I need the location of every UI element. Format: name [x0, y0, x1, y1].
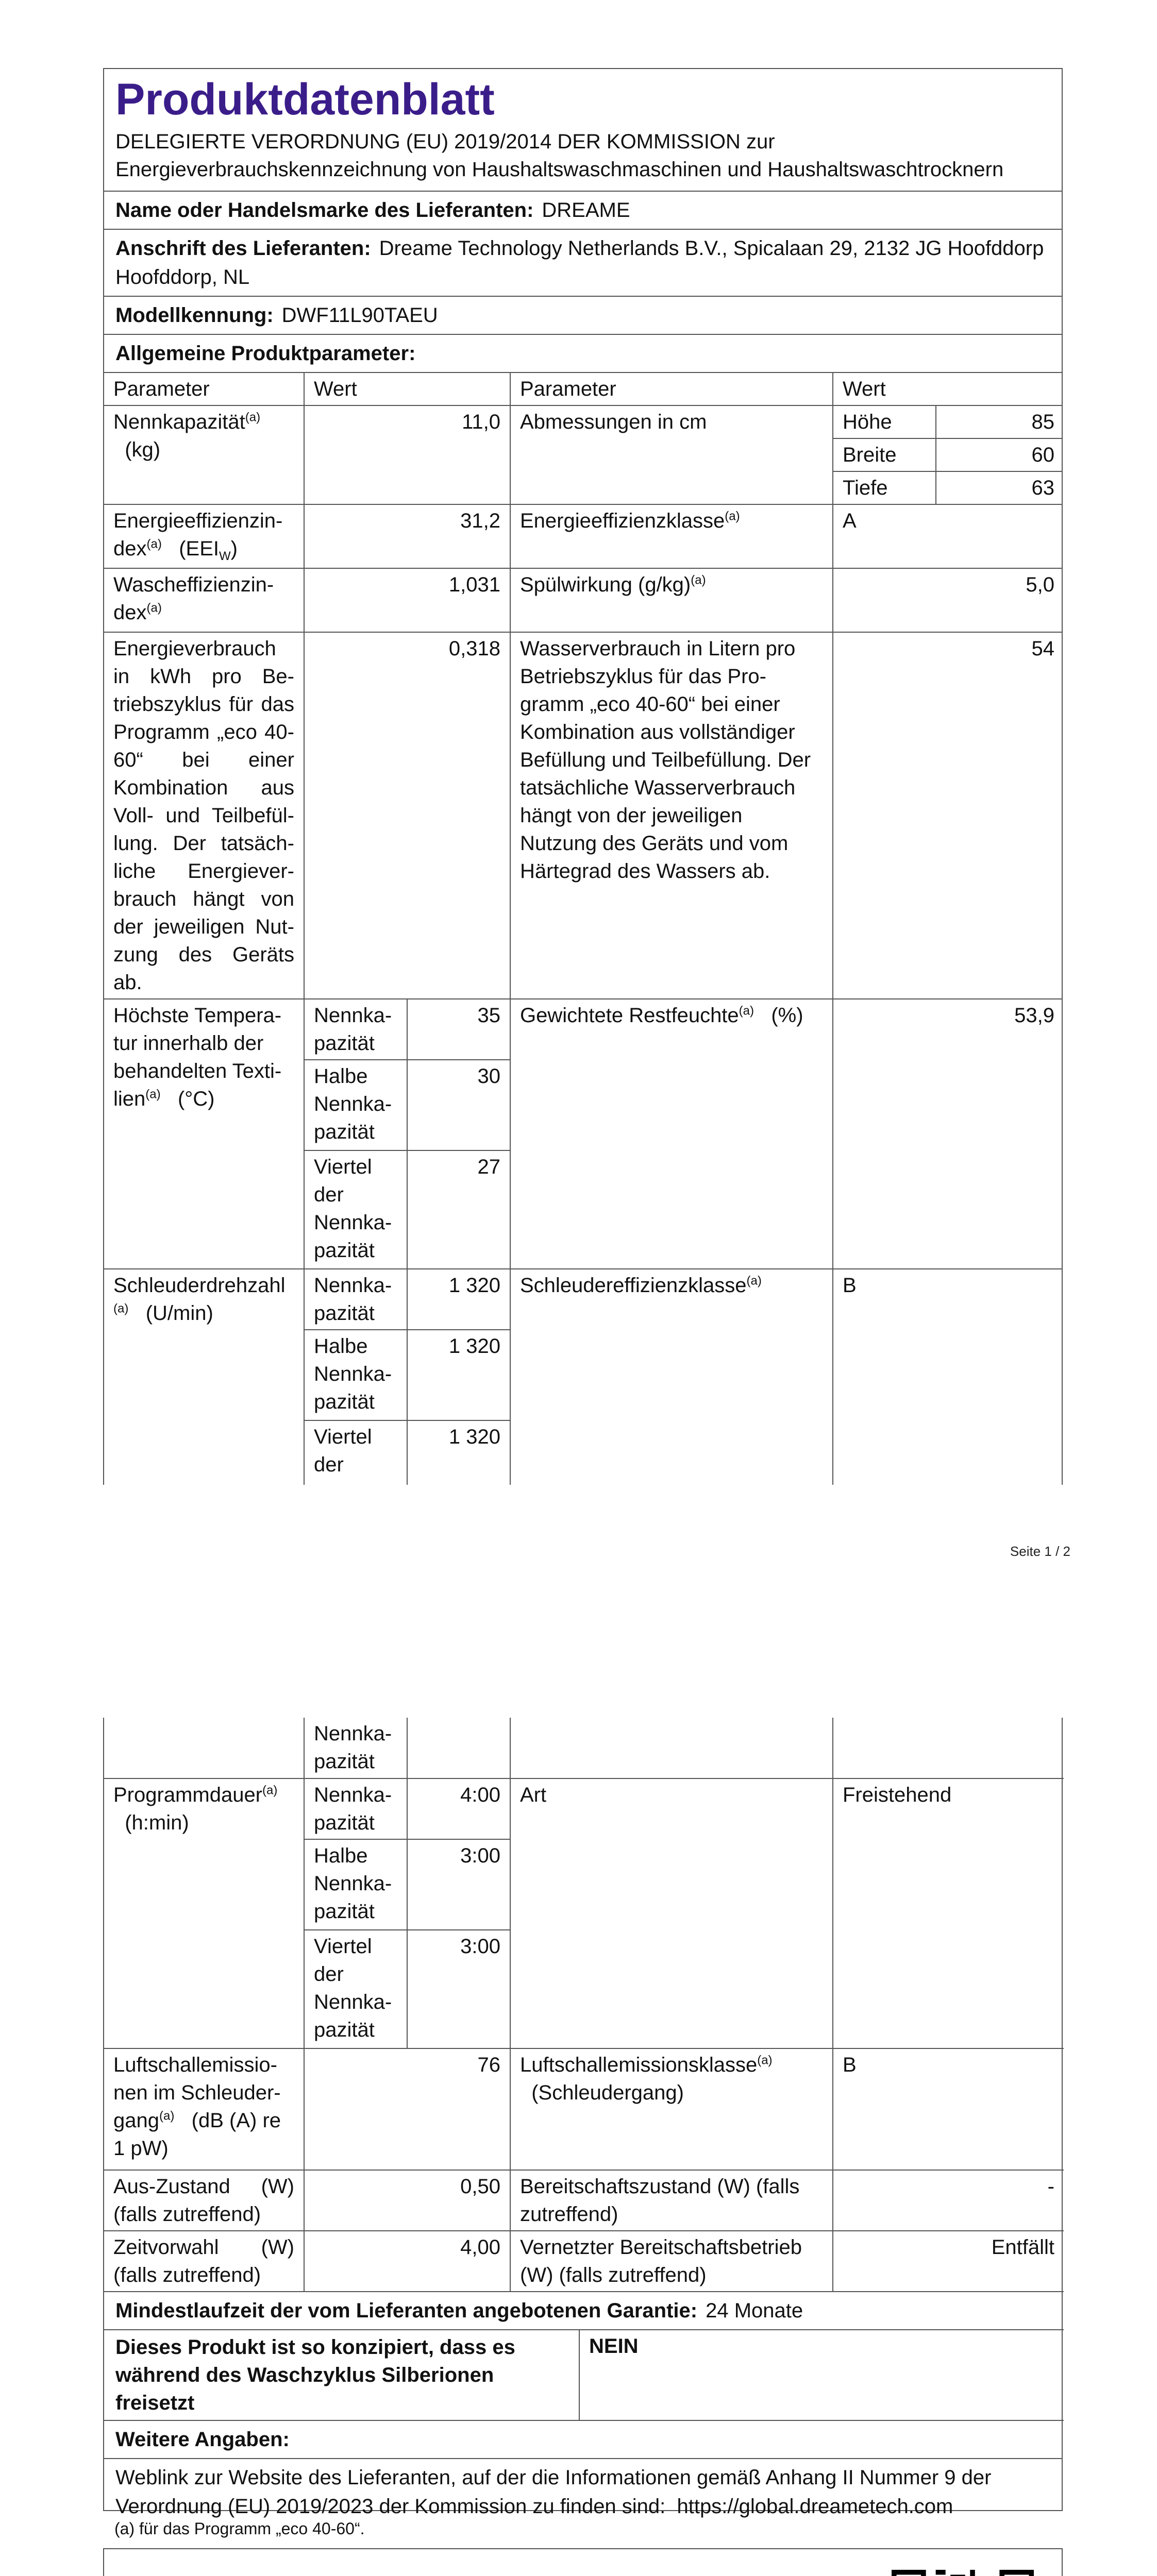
page-title: Produktdatenblatt	[115, 75, 495, 124]
supplier-name-value: DREAME	[542, 199, 630, 222]
table-row	[104, 632, 1063, 999]
energy-class-value: A	[833, 504, 1063, 568]
params-table-continued	[104, 1718, 1064, 2292]
delay-value: 4,00	[304, 2231, 510, 2292]
max-temp-full-value: 35	[407, 999, 510, 1060]
standby-label: Bereitschaftszustand (W) (falls zutreffend)	[510, 2170, 833, 2231]
spin-class-label: Schleudereffizienzklasse$^{(a)}$	[510, 1269, 833, 1485]
type-value: Freistehend	[833, 1778, 1064, 2048]
registration-frame	[103, 2548, 1063, 2576]
table-row	[104, 2231, 1064, 2292]
spin-quarter-label-part2: Nennkapazität	[304, 1718, 407, 1778]
more-info-row	[104, 2421, 1062, 2458]
page-2	[0, 1635, 1157, 2576]
table-row	[104, 1269, 1063, 1330]
max-temp-full-label: Nennkapazität	[304, 999, 407, 1060]
off-mode-value: 0,50	[304, 2170, 510, 2231]
noise-label: Luftschallemissionen im Schleudergang$^{(a)}$ (dB (A) re 1 pW)	[104, 2048, 304, 2170]
width-label: Breite	[833, 438, 936, 471]
supplier-address-value: Dreame Technology Netherlands B.V., Spicalaan 29, 2132 JG Hoofddorp Hoofddorp, NL	[115, 237, 1044, 289]
standby-value: -	[833, 2170, 1064, 2231]
eei-value: 31,2	[304, 504, 510, 568]
networked-label: Vernetzter Bereitschaftsbetrieb (W) (falls zutreffend)	[510, 2231, 833, 2292]
silver-value: NEIN	[579, 2330, 1064, 2420]
table-row	[104, 2170, 1064, 2231]
supplier-address-label: Anschrift des Lieferanten:	[115, 237, 371, 260]
capacity-label: Nennkapazität$^{(a)}$ (kg)	[104, 405, 304, 504]
moisture-label: Gewichtete Restfeuchte$^{(a)}$ (%)	[510, 999, 833, 1269]
model-row	[104, 296, 1062, 334]
datasheet-frame	[103, 68, 1063, 1485]
dimensions-label: Abmessungen in cm	[510, 405, 833, 504]
params-table	[104, 372, 1063, 1485]
height-label: Höhe	[833, 405, 936, 438]
networked-value: Entfällt	[833, 2231, 1064, 2292]
duration-quarter-label: Viertel der Nennkapazität	[304, 1930, 407, 2048]
depth-label: Tiefe	[833, 471, 936, 504]
general-params-label: Allgemeine Produktparameter:	[115, 342, 416, 365]
max-temp-quarter-value: 27	[407, 1150, 510, 1269]
capacity-value: 11,0	[304, 405, 510, 504]
header-value-2: Wert	[833, 372, 1063, 405]
water-use-value: 54	[833, 632, 1063, 999]
header-param: Parameter	[104, 372, 304, 405]
warranty-row	[104, 2292, 1062, 2329]
supplier-address-row	[104, 229, 1062, 296]
noise-value: 76	[304, 2048, 510, 2170]
warranty-value: 24 Monate	[706, 2299, 803, 2322]
height-value: 85	[936, 405, 1063, 438]
max-temp-label: Höchste Temperatur innerhalb der behandelten Textilien$^{(a)}$ (°C)	[104, 999, 304, 1269]
energy-use-label: Energieverbrauch in kWh pro Betriebszyklus für das Programm „eco 40-60“ bei einer Kombination aus Voll- und Teilbefüllung. Der tatsächliche Energieverbrauch hängt von der jeweiligen Nutzung des Geräts ab.	[104, 632, 304, 999]
general-params-row	[104, 334, 1062, 372]
spin-speed-label: Schleuderdrehzahl $^{(a)}$ (U/min)	[104, 1269, 304, 1485]
off-mode-label: Aus-Zustand (W) (falls zutreffend)	[104, 2170, 304, 2231]
spin-full-value: 1 320	[407, 1269, 510, 1330]
supplier-website-url: https://global.dreametech.com	[677, 2495, 953, 2518]
spin-full-label: Nennkapazität	[304, 1269, 407, 1330]
energy-class-label: Energieeffizienzklasse$^{(a)}$	[510, 504, 833, 568]
wash-index-value: 1,031	[304, 568, 510, 632]
type-label: Art	[510, 1778, 833, 2048]
duration-half-value: 3:00	[407, 1839, 510, 1930]
spin-quarter-value: 1 320	[407, 1420, 510, 1485]
duration-half-label: Halbe Nennkapazität	[304, 1839, 407, 1930]
moisture-value: 53,9	[833, 999, 1063, 1269]
model-label: Modellkennung:	[115, 304, 274, 327]
table-row	[104, 2330, 1064, 2420]
noise-class-label: Luftschallemissionsklasse$^{(a)}$ (Schleudergang)	[510, 2048, 833, 2170]
table-row	[104, 1778, 1064, 1839]
delay-label: Zeitvorwahl (W) (falls zutreffend)	[104, 2231, 304, 2292]
model-value: DWF11L90TAEU	[281, 304, 438, 327]
table-row	[104, 504, 1063, 568]
duration-full-value: 4:00	[407, 1778, 510, 1839]
silver-table	[104, 2329, 1064, 2421]
table-row	[104, 1718, 1064, 1778]
table-row	[104, 2048, 1064, 2170]
page-number: Seite 1 / 2	[1010, 1544, 1070, 1559]
max-temp-quarter-label: Viertel der Nennkapazität	[304, 1150, 407, 1269]
table-row	[104, 405, 1063, 438]
rinse-value: 5,0	[833, 568, 1063, 632]
rinse-label: Spülwirkung $(g/kg)^{(a)}$	[510, 568, 833, 632]
max-temp-half-value: 30	[407, 1060, 510, 1150]
warranty-label: Mindestlaufzeit der vom Lieferanten angebotenen Garantie:	[115, 2299, 698, 2322]
eei-label: Energieeffizienzindex$^{(a)}$ $(EEI_W)$	[104, 504, 304, 568]
footnote: (a) für das Programm „eco 40-60“.	[114, 2519, 365, 2538]
spin-quarter-label-part1: Viertel der	[304, 1420, 407, 1485]
wash-index-label: Wascheffizienzindex$^{(a)}$	[104, 568, 304, 632]
header-value: Wert	[304, 372, 510, 405]
website-info-text: Weblink zur Website des Lieferanten, auf der die Informationen gemäß Anhang II Nummer 9 der Verordnung (EU) 2019/2023 der Kommission zu finden sind:	[115, 2466, 992, 2518]
noise-class-value: B	[833, 2048, 1064, 2170]
spin-half-value: 1 320	[407, 1330, 510, 1420]
table-header-row	[104, 372, 1063, 405]
table-row	[104, 999, 1063, 1060]
max-temp-half-label: Halbe Nennkapazität	[304, 1060, 407, 1150]
water-use-label: Wasserverbrauch in Litern pro Betriebszyklus für das Programm „eco 40-60“ bei einer Kombination aus vollständiger Befüllung und Teilbefüllung. Der tatsächliche Wasserverbrauch hängt von der jeweiligen Nutzung des Geräts und vom Härtegrad des Wassers ab.	[510, 632, 833, 999]
spin-class-value: B	[833, 1269, 1063, 1485]
depth-value: 63	[936, 471, 1063, 504]
duration-quarter-value: 3:00	[407, 1930, 510, 2048]
more-info-label: Weitere Angaben:	[115, 2428, 290, 2451]
spin-half-label: Halbe Nennkapazität	[304, 1330, 407, 1420]
supplier-name-row	[104, 191, 1062, 229]
energy-use-value: 0,318	[304, 632, 510, 999]
duration-full-label: Nennkapazität	[304, 1778, 407, 1839]
width-value: 60	[936, 438, 1063, 471]
supplier-name-label: Name oder Handelsmarke des Lieferanten:	[115, 199, 534, 222]
market-text	[115, 2574, 870, 2576]
regulation-subtitle: DELEGIERTE VERORDNUNG (EU) 2019/2014 DER KOMMISSION zur Energieverbrauchskennzeichnung von Haushaltswaschmaschinen und Haushaltswaschtrocknern	[115, 130, 1004, 181]
duration-label: Programmdauer$^{(a)}$ (h:min)	[104, 1778, 304, 2048]
datasheet-frame-continued	[103, 1718, 1063, 2518]
header-param-2: Parameter	[510, 372, 833, 405]
qr-code-icon	[892, 2570, 1034, 2576]
website-info-row	[104, 2458, 1062, 2525]
table-row	[104, 568, 1063, 632]
silver-label: Dieses Produkt ist so konzipiert, dass es während des Waschzyklus Silberionen freisetzt	[104, 2330, 579, 2420]
